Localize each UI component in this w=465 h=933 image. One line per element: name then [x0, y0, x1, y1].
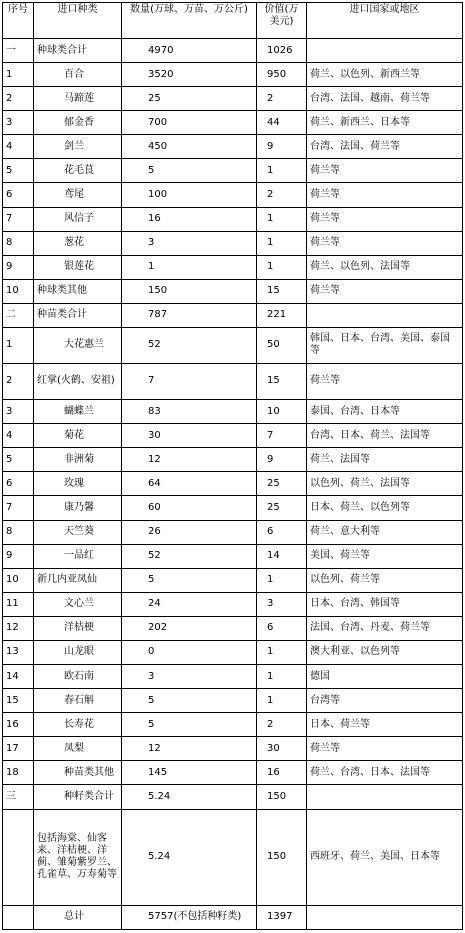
row-name-cell: 种籽类合计 — [34, 785, 122, 809]
table-row — [3, 111, 463, 135]
header-src: 进口国家或地区 — [307, 3, 463, 39]
row-val-cell: 6 — [257, 520, 307, 544]
row-seq-cell — [3, 905, 34, 929]
row-name-cell: 康乃馨 — [34, 496, 122, 520]
row-val-cell: 1 — [257, 568, 307, 592]
row-src-cell: 荷兰、法国等 — [307, 448, 463, 472]
row-src-cell — [307, 39, 463, 63]
row-src-cell: 西班牙、荷兰、美国、日本等 — [307, 809, 463, 905]
row-seq-cell: 5 — [3, 159, 34, 183]
row-val-cell: 16 — [257, 761, 307, 785]
row-seq-cell: 15 — [3, 689, 34, 713]
table-row — [3, 39, 463, 63]
row-val-cell: 1 — [257, 689, 307, 713]
row-src-cell: 台湾、法国、越南、荷兰等 — [307, 87, 463, 111]
row-name-cell: 蝴蝶兰 — [34, 400, 122, 424]
row-src-cell: 荷兰、意大利等 — [307, 520, 463, 544]
row-qty-cell: 3 — [122, 231, 257, 255]
row-seq-cell: 4 — [3, 135, 34, 159]
row-seq-cell: 3 — [3, 400, 34, 424]
row-seq-cell: 9 — [3, 255, 34, 279]
table-body — [3, 39, 463, 930]
row-name-cell: 种球类合计 — [34, 39, 122, 63]
row-src-cell: 日本、荷兰、以色列等 — [307, 496, 463, 520]
row-qty-cell: 450 — [122, 135, 257, 159]
row-seq-cell: 8 — [3, 231, 34, 255]
row-name-cell: 欧石南 — [34, 665, 122, 689]
row-qty-cell: 52 — [122, 327, 257, 363]
row-val-cell: 25 — [257, 496, 307, 520]
row-src-cell: 台湾、日本、荷兰、法国等 — [307, 424, 463, 448]
row-seq-cell: 3 — [3, 111, 34, 135]
row-qty-cell: 24 — [122, 592, 257, 616]
row-seq-cell: 10 — [3, 568, 34, 592]
table-row — [3, 472, 463, 496]
table-row — [3, 496, 463, 520]
row-qty-cell: 30 — [122, 424, 257, 448]
row-qty-cell: 5.24 — [122, 809, 257, 905]
table-row — [3, 905, 463, 929]
row-val-cell: 150 — [257, 809, 307, 905]
row-name-cell: 包括海棠、仙客来、洋桔梗、洋蓟、雏菊紫罗兰、孔雀草、万寿菊等 — [34, 809, 122, 905]
row-seq-cell: 5 — [3, 448, 34, 472]
row-name-cell: 大花惠兰 — [34, 327, 122, 363]
header-val: 价值(万美元) — [257, 3, 307, 39]
row-seq-cell: 2 — [3, 87, 34, 111]
row-src-cell: 以色列、荷兰、法国等 — [307, 472, 463, 496]
row-name-cell: 葱花 — [34, 231, 122, 255]
header-qty: 数量(万球、万苗、万公斤) — [122, 3, 257, 39]
row-src-cell: 韩国、日本、台湾、美国、泰国等 — [307, 327, 463, 363]
header-row — [3, 3, 463, 39]
row-qty-cell: 64 — [122, 472, 257, 496]
row-src-cell: 泰国、台湾、日本等 — [307, 400, 463, 424]
row-name-cell: 一品红 — [34, 544, 122, 568]
row-seq-cell: 2 — [3, 363, 34, 400]
row-qty-cell: 700 — [122, 111, 257, 135]
row-val-cell: 1026 — [257, 39, 307, 63]
row-qty-cell: 5 — [122, 689, 257, 713]
row-seq-cell: 8 — [3, 520, 34, 544]
row-src-cell: 荷兰等 — [307, 737, 463, 761]
row-src-cell: 荷兰、以色列、新西兰等 — [307, 63, 463, 87]
table-row — [3, 327, 463, 363]
header-name: 进口种类 — [34, 3, 122, 39]
table-row — [3, 809, 463, 905]
row-seq-cell: 10 — [3, 279, 34, 303]
row-val-cell: 1397 — [257, 905, 307, 929]
row-name-cell: 总计 — [34, 905, 122, 929]
row-seq-cell: 4 — [3, 424, 34, 448]
row-name-cell: 鸢尾 — [34, 183, 122, 207]
row-seq-cell: 16 — [3, 713, 34, 737]
table-row — [3, 424, 463, 448]
row-qty-cell: 3520 — [122, 63, 257, 87]
row-src-cell: 荷兰等 — [307, 183, 463, 207]
row-src-cell: 荷兰等 — [307, 207, 463, 231]
row-val-cell: 1 — [257, 207, 307, 231]
table-row — [3, 135, 463, 159]
row-qty-cell: 4970 — [122, 39, 257, 63]
row-name-cell: 新几内亚凤仙 — [34, 568, 122, 592]
row-val-cell: 9 — [257, 135, 307, 159]
row-val-cell: 221 — [257, 303, 307, 327]
row-val-cell: 2 — [257, 87, 307, 111]
row-qty-cell: 1 — [122, 255, 257, 279]
row-qty-cell: 5.24 — [122, 785, 257, 809]
row-qty-cell: 787 — [122, 303, 257, 327]
row-val-cell: 6 — [257, 616, 307, 640]
row-src-cell: 台湾、法国、荷兰等 — [307, 135, 463, 159]
table-row — [3, 183, 463, 207]
row-name-cell: 山龙眼 — [34, 640, 122, 664]
row-val-cell: 2 — [257, 713, 307, 737]
row-name-cell: 种苗类合计 — [34, 303, 122, 327]
row-val-cell: 150 — [257, 785, 307, 809]
table-row — [3, 63, 463, 87]
row-val-cell: 50 — [257, 327, 307, 363]
row-seq-cell — [3, 809, 34, 905]
row-qty-cell: 12 — [122, 448, 257, 472]
header-seq: 序号 — [3, 3, 34, 39]
row-name-cell: 银莲花 — [34, 255, 122, 279]
row-val-cell: 950 — [257, 63, 307, 87]
row-val-cell: 1 — [257, 231, 307, 255]
table-row — [3, 520, 463, 544]
table-row — [3, 761, 463, 785]
table-row — [3, 303, 463, 327]
table-row — [3, 159, 463, 183]
table-row — [3, 713, 463, 737]
row-qty-cell: 12 — [122, 737, 257, 761]
row-seq-cell: 18 — [3, 761, 34, 785]
row-qty-cell: 52 — [122, 544, 257, 568]
row-qty-cell: 202 — [122, 616, 257, 640]
row-seq-cell: 二 — [3, 303, 34, 327]
row-src-cell: 日本、台湾、韩国等 — [307, 592, 463, 616]
row-src-cell: 荷兰等 — [307, 363, 463, 400]
row-src-cell: 荷兰、新西兰、日本等 — [307, 111, 463, 135]
row-seq-cell: 6 — [3, 472, 34, 496]
row-seq-cell: 三 — [3, 785, 34, 809]
row-src-cell: 美国、荷兰等 — [307, 544, 463, 568]
row-name-cell: 郁金香 — [34, 111, 122, 135]
row-seq-cell: 14 — [3, 665, 34, 689]
table-row — [3, 255, 463, 279]
row-name-cell: 春石斛 — [34, 689, 122, 713]
row-name-cell: 种苗类其他 — [34, 761, 122, 785]
row-qty-cell: 5 — [122, 713, 257, 737]
row-val-cell: 14 — [257, 544, 307, 568]
row-qty-cell: 145 — [122, 761, 257, 785]
row-src-cell: 荷兰等 — [307, 231, 463, 255]
row-src-cell: 荷兰等 — [307, 159, 463, 183]
row-name-cell: 非洲菊 — [34, 448, 122, 472]
table-row — [3, 689, 463, 713]
row-name-cell: 剑兰 — [34, 135, 122, 159]
row-qty-cell: 5 — [122, 159, 257, 183]
row-seq-cell: 11 — [3, 592, 34, 616]
import-table — [2, 2, 463, 930]
row-val-cell: 25 — [257, 472, 307, 496]
row-val-cell: 1 — [257, 665, 307, 689]
row-src-cell — [307, 905, 463, 929]
row-name-cell: 洋桔梗 — [34, 616, 122, 640]
row-seq-cell: 7 — [3, 496, 34, 520]
row-name-cell: 风信子 — [34, 207, 122, 231]
row-val-cell: 1 — [257, 640, 307, 664]
row-name-cell: 种球类其他 — [34, 279, 122, 303]
table-row — [3, 616, 463, 640]
row-qty-cell: 5757(不包括种籽类) — [122, 905, 257, 929]
row-src-cell: 澳大利亚、以色列等 — [307, 640, 463, 664]
row-src-cell: 台湾等 — [307, 689, 463, 713]
row-name-cell: 百合 — [34, 63, 122, 87]
row-name-cell: 文心兰 — [34, 592, 122, 616]
row-val-cell: 7 — [257, 424, 307, 448]
table-row — [3, 737, 463, 761]
row-qty-cell: 25 — [122, 87, 257, 111]
row-seq-cell: 17 — [3, 737, 34, 761]
row-seq-cell: 13 — [3, 640, 34, 664]
table-row — [3, 785, 463, 809]
table-row — [3, 207, 463, 231]
row-val-cell: 44 — [257, 111, 307, 135]
table-row — [3, 87, 463, 111]
row-qty-cell: 16 — [122, 207, 257, 231]
row-val-cell: 2 — [257, 183, 307, 207]
row-qty-cell: 0 — [122, 640, 257, 664]
row-seq-cell: 7 — [3, 207, 34, 231]
row-seq-cell: 1 — [3, 63, 34, 87]
row-seq-cell: 1 — [3, 327, 34, 363]
row-qty-cell: 60 — [122, 496, 257, 520]
row-qty-cell: 150 — [122, 279, 257, 303]
table-row — [3, 448, 463, 472]
row-qty-cell: 83 — [122, 400, 257, 424]
table-row — [3, 279, 463, 303]
row-name-cell: 马蹄莲 — [34, 87, 122, 111]
row-val-cell: 9 — [257, 448, 307, 472]
table-row — [3, 640, 463, 664]
table-row — [3, 544, 463, 568]
row-val-cell: 3 — [257, 592, 307, 616]
row-src-cell — [307, 303, 463, 327]
row-name-cell: 凤梨 — [34, 737, 122, 761]
table-row — [3, 363, 463, 400]
row-src-cell: 日本、荷兰等 — [307, 713, 463, 737]
row-src-cell: 荷兰、以色列、法国等 — [307, 255, 463, 279]
row-src-cell: 荷兰、台湾、日本、法国等 — [307, 761, 463, 785]
row-src-cell — [307, 785, 463, 809]
row-name-cell: 玫瑰 — [34, 472, 122, 496]
row-src-cell: 荷兰等 — [307, 279, 463, 303]
table-row — [3, 568, 463, 592]
row-seq-cell: 9 — [3, 544, 34, 568]
row-val-cell: 15 — [257, 363, 307, 400]
row-name-cell: 红掌(火鹤、安祖) — [34, 363, 122, 400]
row-val-cell: 1 — [257, 159, 307, 183]
row-src-cell: 德国 — [307, 665, 463, 689]
row-name-cell: 菊花 — [34, 424, 122, 448]
row-seq-cell: 12 — [3, 616, 34, 640]
row-qty-cell: 7 — [122, 363, 257, 400]
row-qty-cell: 3 — [122, 665, 257, 689]
row-src-cell: 以色列、荷兰等 — [307, 568, 463, 592]
row-seq-cell: 6 — [3, 183, 34, 207]
row-name-cell: 天竺葵 — [34, 520, 122, 544]
table-row — [3, 665, 463, 689]
row-val-cell: 1 — [257, 255, 307, 279]
row-qty-cell: 5 — [122, 568, 257, 592]
row-name-cell: 花毛茛 — [34, 159, 122, 183]
row-src-cell: 法国、台湾、丹麦、荷兰等 — [307, 616, 463, 640]
row-val-cell: 15 — [257, 279, 307, 303]
table-row — [3, 400, 463, 424]
row-val-cell: 10 — [257, 400, 307, 424]
row-qty-cell: 100 — [122, 183, 257, 207]
row-val-cell: 30 — [257, 737, 307, 761]
table-row — [3, 231, 463, 255]
row-name-cell: 长寿花 — [34, 713, 122, 737]
table-row — [3, 592, 463, 616]
row-qty-cell: 26 — [122, 520, 257, 544]
row-seq-cell: 一 — [3, 39, 34, 63]
